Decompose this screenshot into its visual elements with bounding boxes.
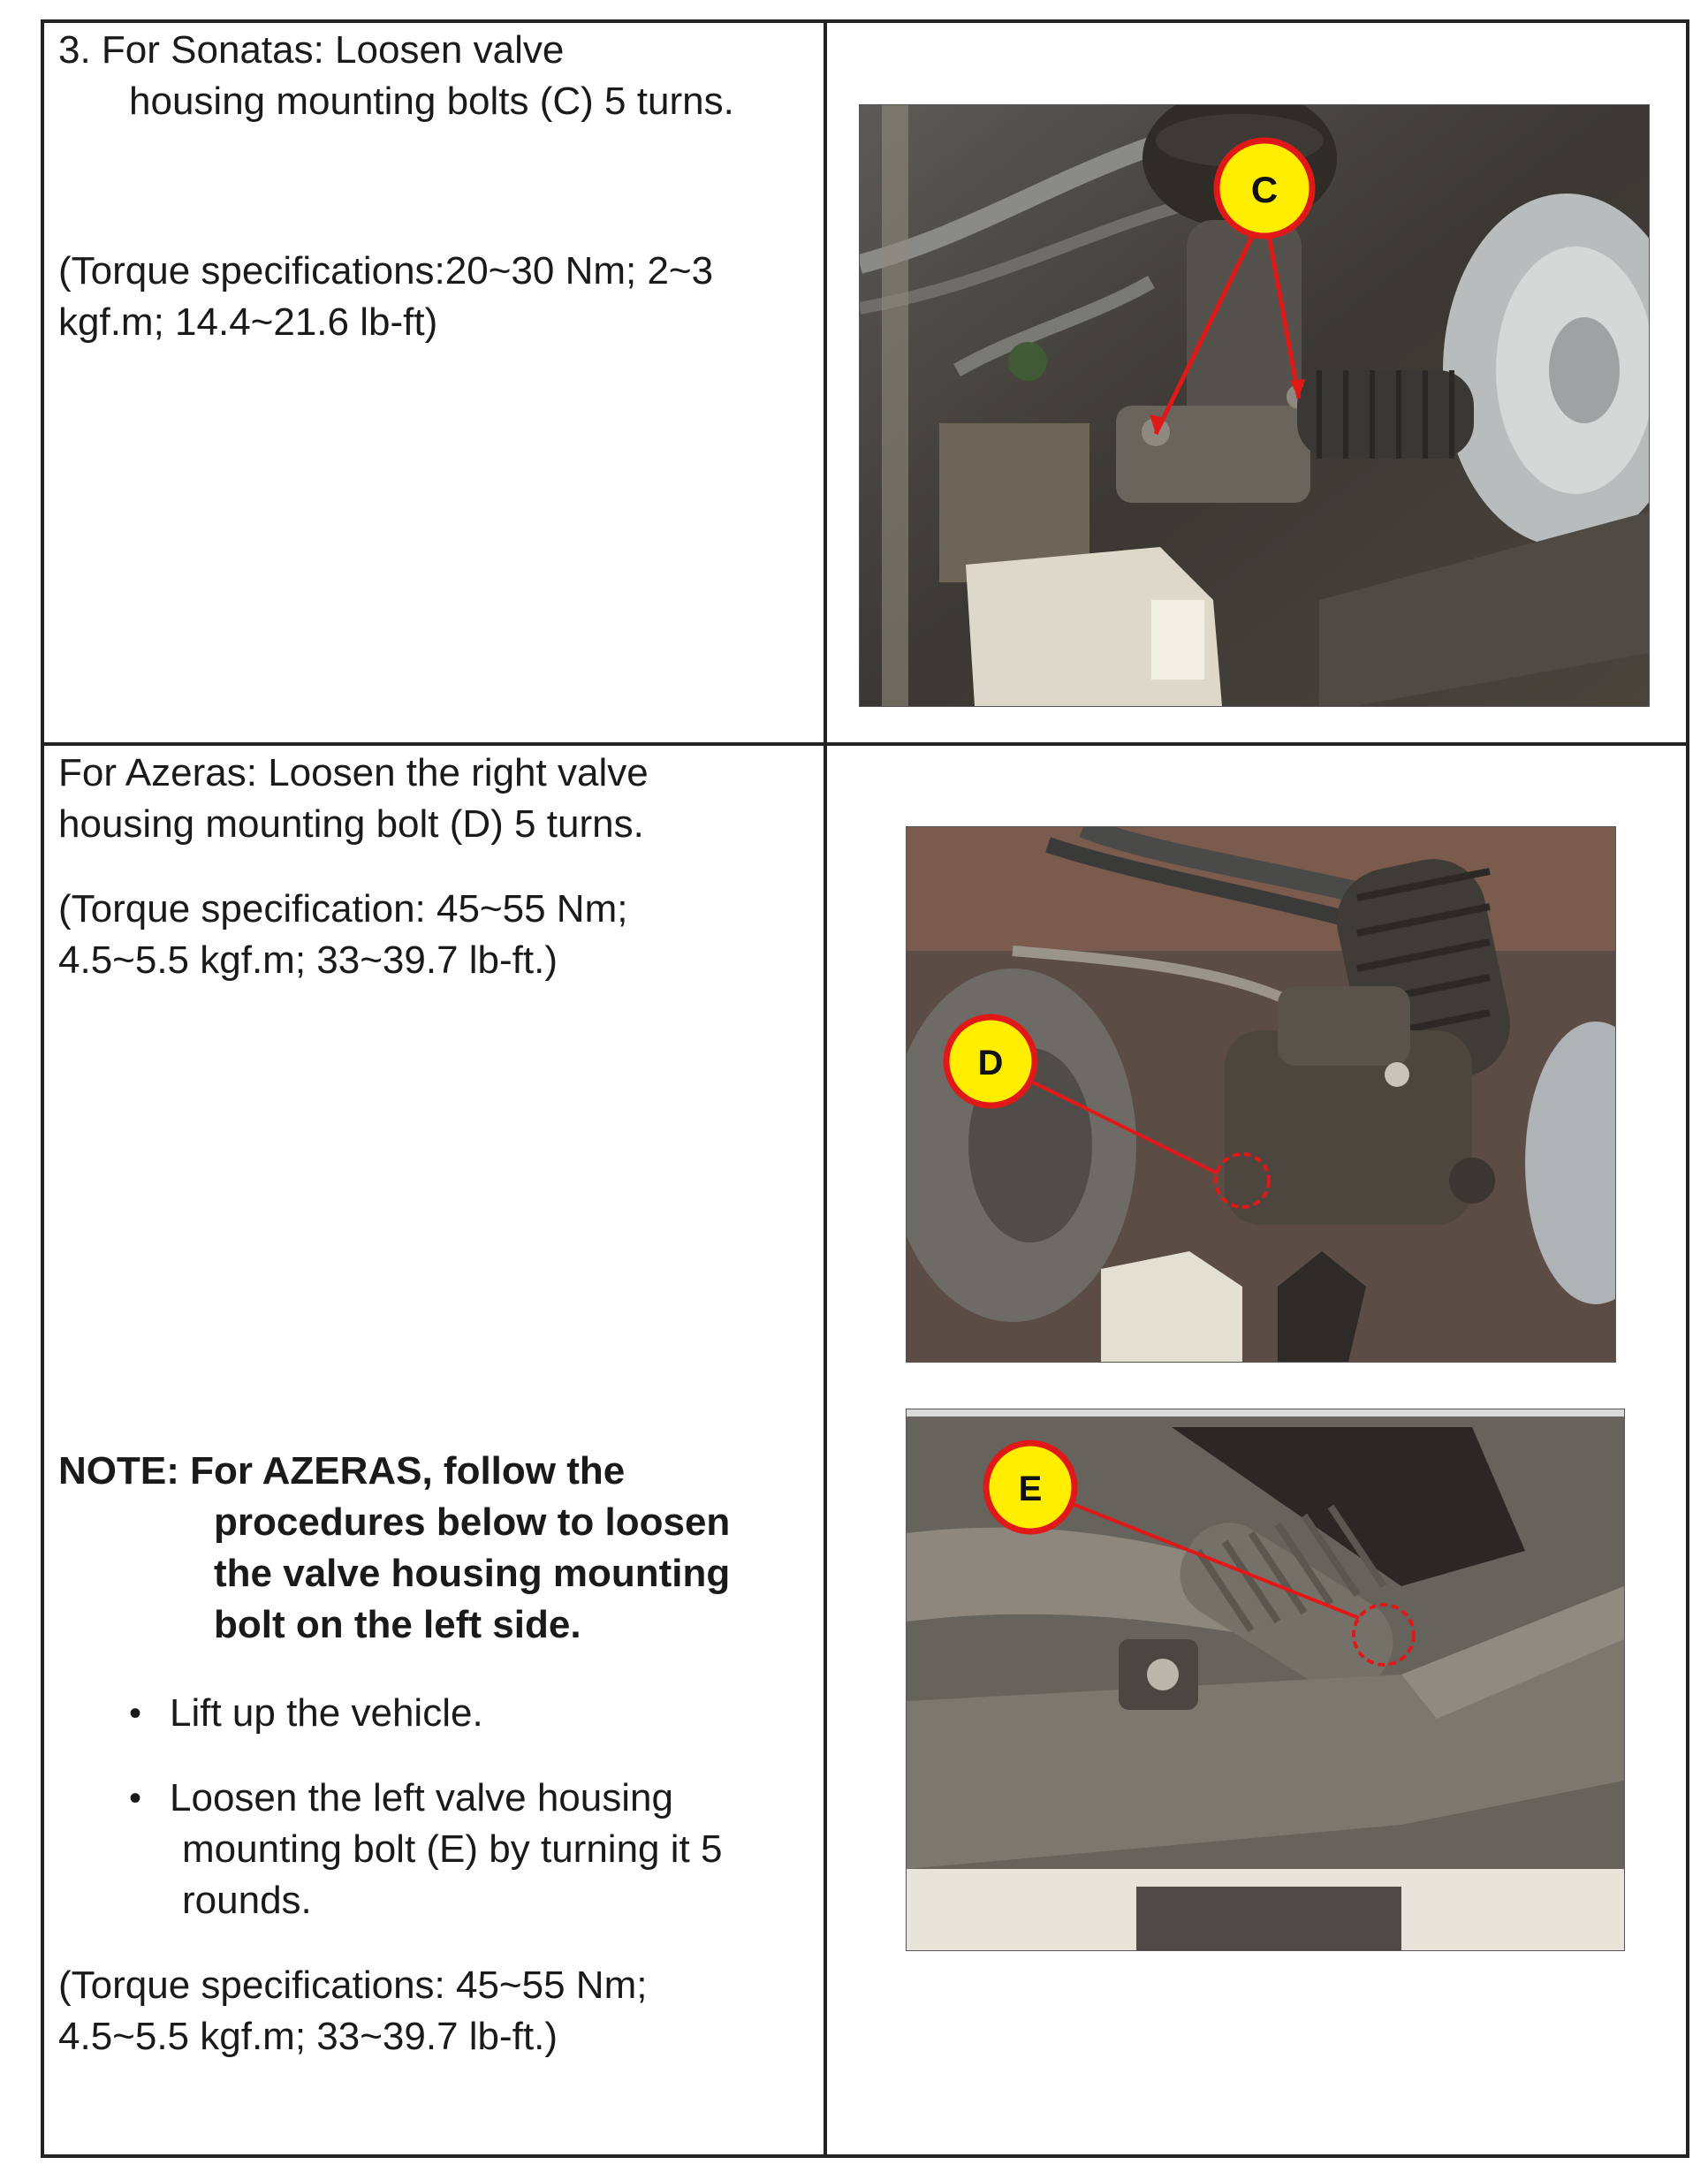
azera-right-line1: For Azeras: Loosen the right valve: [58, 751, 649, 794]
note-line1: NOTE: For AZERAS, follow the: [58, 1449, 626, 1493]
bullet-1-icon: •: [129, 1694, 142, 1733]
step3-torque-line2: kgf.m; 14.4~21.6 lb-ft): [58, 300, 438, 344]
bullet-2-icon: •: [129, 1779, 142, 1818]
callout-e: E: [1018, 1470, 1043, 1508]
azera-torque-left-line2: 4.5~5.5 kgf.m; 33~39.7 lb-ft.): [58, 2015, 558, 2058]
bullet-2-line1: Loosen the left valve housing: [170, 1776, 673, 1819]
callout-c: C: [1250, 169, 1279, 210]
note-line4: bolt on the left side.: [214, 1603, 581, 1646]
photo-sonata-valve-housing: [859, 104, 1650, 707]
bullet-2-line3: rounds.: [182, 1879, 312, 1922]
photo-azera-left-bolt: [906, 1409, 1625, 1951]
note-line2: procedures below to loosen: [214, 1500, 731, 1544]
row-divider: [44, 742, 1686, 746]
step3-heading-line2: housing mounting bolts (C) 5 turns.: [129, 80, 734, 123]
bullet-2-line2: mounting bolt (E) by turning it 5: [182, 1827, 723, 1871]
step3-torque-line1: (Torque specifications:20~30 Nm; 2~3: [58, 249, 714, 292]
azera-right-line2: housing mounting bolt (D) 5 turns.: [58, 802, 644, 846]
callout-d: D: [977, 1044, 1004, 1082]
bullet-1-text: Lift up the vehicle.: [170, 1691, 483, 1735]
photo-azera-right-bolt: [906, 826, 1616, 1363]
column-divider: [824, 23, 827, 2154]
step3-heading-line1: 3. For Sonatas: Loosen valve: [58, 28, 565, 72]
azera-torque-right-line1: (Torque specification: 45~55 Nm;: [58, 887, 628, 930]
azera-torque-left-line1: (Torque specifications: 45~55 Nm;: [58, 1964, 648, 2007]
note-line3: the valve housing mounting: [214, 1552, 731, 1595]
azera-torque-right-line2: 4.5~5.5 kgf.m; 33~39.7 lb-ft.): [58, 938, 558, 982]
